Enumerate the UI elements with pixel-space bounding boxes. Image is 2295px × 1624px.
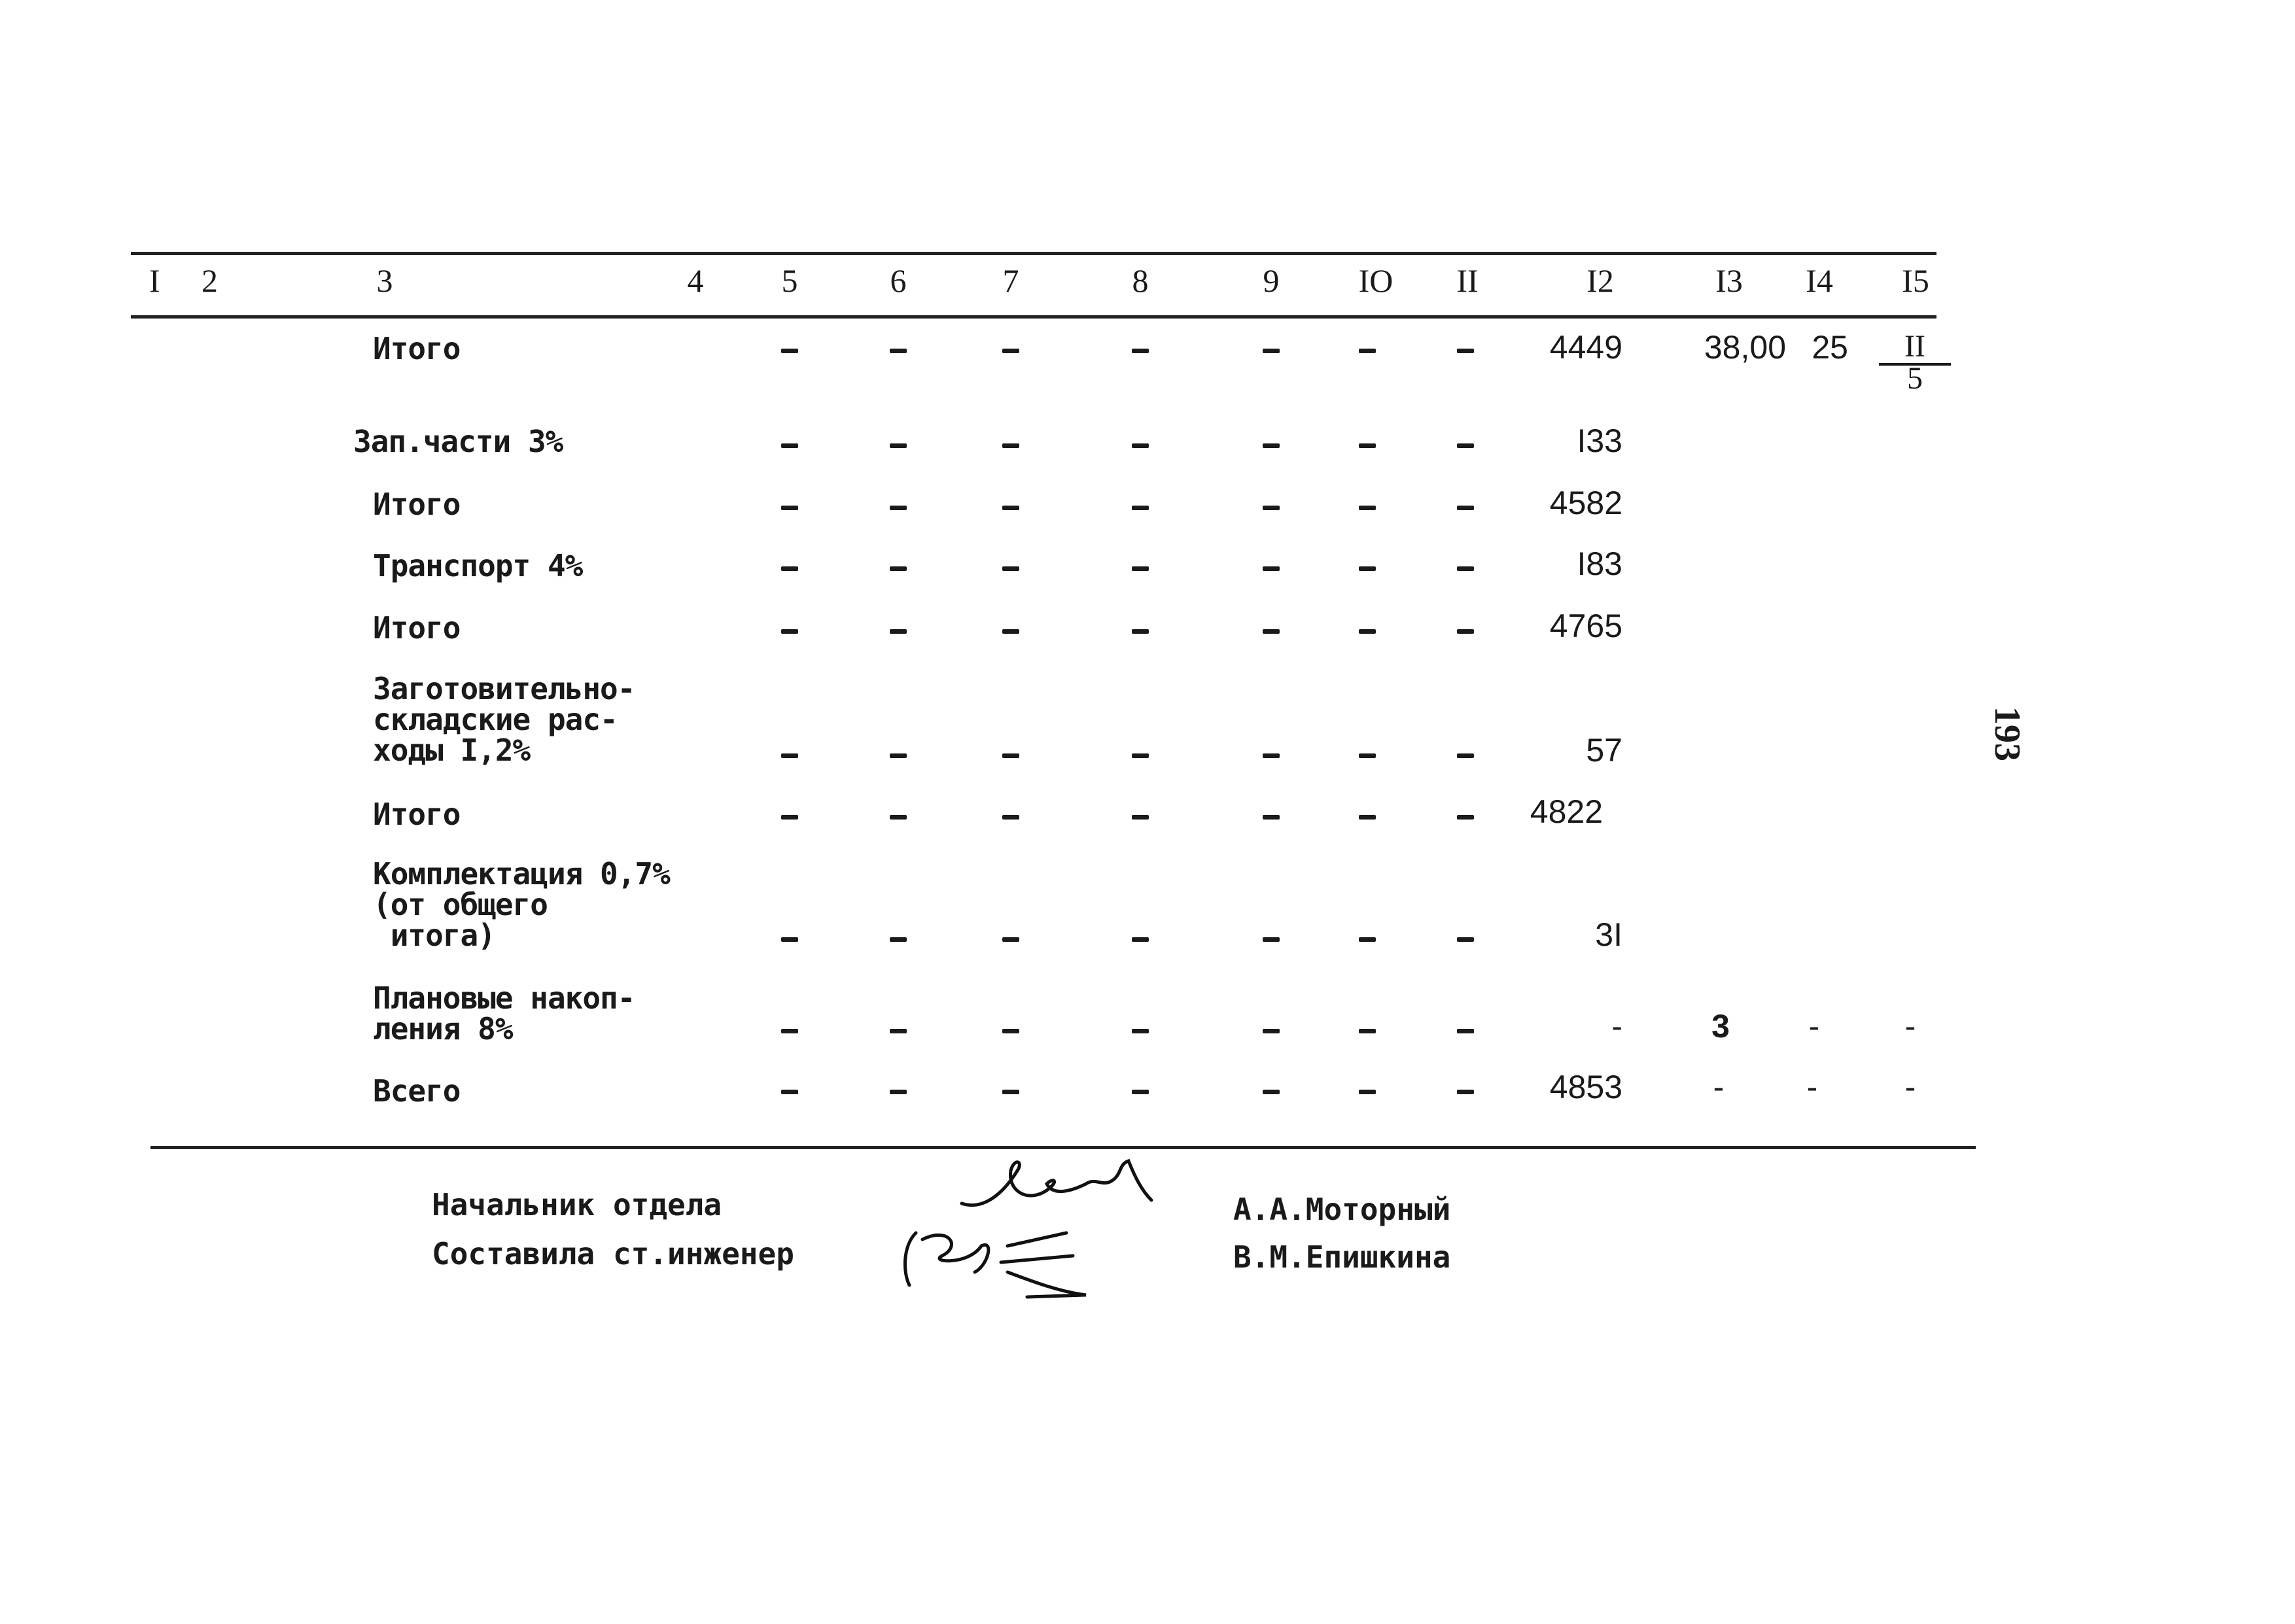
empty-cell-dash — [1359, 937, 1376, 942]
column-header: II — [1456, 262, 1479, 299]
cell-col14: - — [1806, 1069, 1818, 1105]
empty-cell-dash — [1132, 629, 1149, 634]
empty-cell-dash — [890, 815, 907, 820]
cell-col14: 25 — [1812, 329, 1848, 366]
empty-cell-dash — [1263, 443, 1280, 448]
column-header: I3 — [1715, 262, 1743, 299]
empty-cell-dash — [1002, 349, 1019, 353]
empty-cell-dash — [1263, 506, 1280, 510]
cell-col13: - — [1713, 1069, 1725, 1105]
empty-cell-dash — [890, 937, 907, 942]
empty-cell-dash — [1002, 506, 1019, 510]
column-header: 5 — [781, 262, 798, 299]
empty-cell-dash — [1263, 1029, 1280, 1033]
column-header: I4 — [1806, 262, 1833, 299]
empty-cell-dash — [781, 815, 798, 820]
row-label: Итого — [373, 487, 461, 522]
empty-cell-dash — [1359, 1029, 1376, 1033]
empty-cell-dash — [890, 566, 907, 571]
column-header: 4 — [687, 262, 704, 299]
cell-col13: 38,00 — [1704, 329, 1786, 366]
row-label: Плановые накоп- ления 8% — [373, 980, 635, 1046]
empty-cell-dash — [1132, 1029, 1149, 1033]
empty-cell-dash — [1132, 443, 1149, 448]
column-header: IO — [1358, 262, 1393, 299]
signature-role: Начальник отдела — [432, 1187, 722, 1222]
empty-cell-dash — [1002, 629, 1019, 634]
cell-col12: 57 — [1586, 732, 1622, 769]
table-top-rule — [131, 252, 1936, 255]
cell-col15: - — [1904, 1069, 1916, 1105]
empty-cell-dash — [1359, 349, 1376, 353]
empty-cell-dash — [1457, 443, 1474, 448]
cell-col15-fraction — [1879, 329, 1951, 396]
signature-role: Составила ст.инженер — [432, 1236, 794, 1271]
empty-cell-dash — [1457, 937, 1474, 942]
empty-cell-dash — [890, 349, 907, 353]
empty-cell-dash — [1263, 753, 1280, 758]
column-header: I2 — [1586, 262, 1614, 299]
signature-name: А.А.Моторный — [1233, 1192, 1451, 1227]
empty-cell-dash — [1359, 443, 1376, 448]
table-bottom-rule — [150, 1146, 1976, 1149]
empty-cell-dash — [1263, 937, 1280, 942]
empty-cell-dash — [1002, 815, 1019, 820]
empty-cell-dash — [890, 1090, 907, 1094]
empty-cell-dash — [1457, 349, 1474, 353]
empty-cell-dash — [1132, 1090, 1149, 1094]
empty-cell-dash — [890, 629, 907, 634]
empty-cell-dash — [781, 506, 798, 510]
empty-cell-dash — [1002, 443, 1019, 448]
empty-cell-dash — [1457, 753, 1474, 758]
empty-cell-dash — [890, 443, 907, 448]
empty-cell-dash — [1359, 753, 1376, 758]
empty-cell-dash — [890, 753, 907, 758]
row-label: Итого — [373, 331, 461, 366]
fraction-denominator: 5 — [1907, 361, 1923, 396]
empty-cell-dash — [1457, 815, 1474, 820]
cell-col12: - — [1611, 1008, 1622, 1045]
handwritten-signature — [955, 1151, 1230, 1217]
empty-cell-dash — [781, 1029, 798, 1033]
empty-cell-dash — [1457, 566, 1474, 571]
empty-cell-dash — [1263, 815, 1280, 820]
row-label: Комплектация 0,7% (от общего итога) — [373, 856, 670, 953]
empty-cell-dash — [781, 566, 798, 571]
empty-cell-dash — [781, 1090, 798, 1094]
empty-cell-dash — [781, 443, 798, 448]
signature-name: В.М.Епишкина — [1233, 1239, 1451, 1275]
row-label: Всего — [373, 1073, 461, 1109]
row-label: Итого — [373, 797, 461, 832]
empty-cell-dash — [1359, 1090, 1376, 1094]
cell-col12: 4822 — [1530, 793, 1603, 830]
handwritten-signature — [896, 1220, 1106, 1305]
header-bottom-rule — [131, 315, 1936, 319]
page-number: 193 — [1987, 706, 2027, 761]
empty-cell-dash — [1263, 566, 1280, 571]
empty-cell-dash — [1002, 1029, 1019, 1033]
empty-cell-dash — [1002, 566, 1019, 571]
empty-cell-dash — [1263, 1090, 1280, 1094]
empty-cell-dash — [1132, 566, 1149, 571]
empty-cell-dash — [1359, 566, 1376, 571]
empty-cell-dash — [781, 937, 798, 942]
empty-cell-dash — [1002, 753, 1019, 758]
empty-cell-dash — [1359, 815, 1376, 820]
row-label: Транспорт 4% — [373, 548, 583, 583]
empty-cell-dash — [781, 629, 798, 634]
column-header: 2 — [201, 262, 218, 299]
cell-col13: 3 — [1711, 1008, 1730, 1045]
row-label: Заготовительно- складские рас- ходы I,2% — [373, 671, 635, 768]
cell-col12: I33 — [1577, 423, 1622, 459]
cell-col12: 3I — [1595, 916, 1622, 953]
row-label: Зап.части 3% — [353, 424, 563, 459]
column-header: I5 — [1902, 262, 1929, 299]
fraction-numerator: II — [1879, 330, 1951, 366]
empty-cell-dash — [1457, 1090, 1474, 1094]
empty-cell-dash — [781, 753, 798, 758]
cell-col12: 4765 — [1549, 608, 1622, 644]
row-label: Итого — [373, 610, 461, 646]
empty-cell-dash — [1457, 506, 1474, 510]
empty-cell-dash — [1457, 1029, 1474, 1033]
column-header: 3 — [376, 262, 393, 299]
empty-cell-dash — [1132, 937, 1149, 942]
empty-cell-dash — [1359, 506, 1376, 510]
cell-col12: 4582 — [1549, 485, 1622, 521]
empty-cell-dash — [1132, 815, 1149, 820]
column-header: 6 — [890, 262, 907, 299]
empty-cell-dash — [1132, 506, 1149, 510]
cell-col12: 4449 — [1549, 329, 1622, 366]
column-header: I — [149, 262, 160, 299]
empty-cell-dash — [1132, 349, 1149, 353]
empty-cell-dash — [1263, 349, 1280, 353]
empty-cell-dash — [781, 349, 798, 353]
column-header: 8 — [1132, 262, 1149, 299]
cell-col12: 4853 — [1549, 1069, 1622, 1105]
column-header: 9 — [1263, 262, 1280, 299]
column-header: 7 — [1002, 262, 1019, 299]
empty-cell-dash — [890, 506, 907, 510]
empty-cell-dash — [1457, 629, 1474, 634]
cell-col15: - — [1904, 1008, 1916, 1045]
empty-cell-dash — [1359, 629, 1376, 634]
empty-cell-dash — [1132, 753, 1149, 758]
empty-cell-dash — [1002, 1090, 1019, 1094]
cell-col12: I83 — [1577, 545, 1622, 582]
empty-cell-dash — [890, 1029, 907, 1033]
empty-cell-dash — [1263, 629, 1280, 634]
cell-col14: - — [1808, 1008, 1820, 1045]
empty-cell-dash — [1002, 937, 1019, 942]
